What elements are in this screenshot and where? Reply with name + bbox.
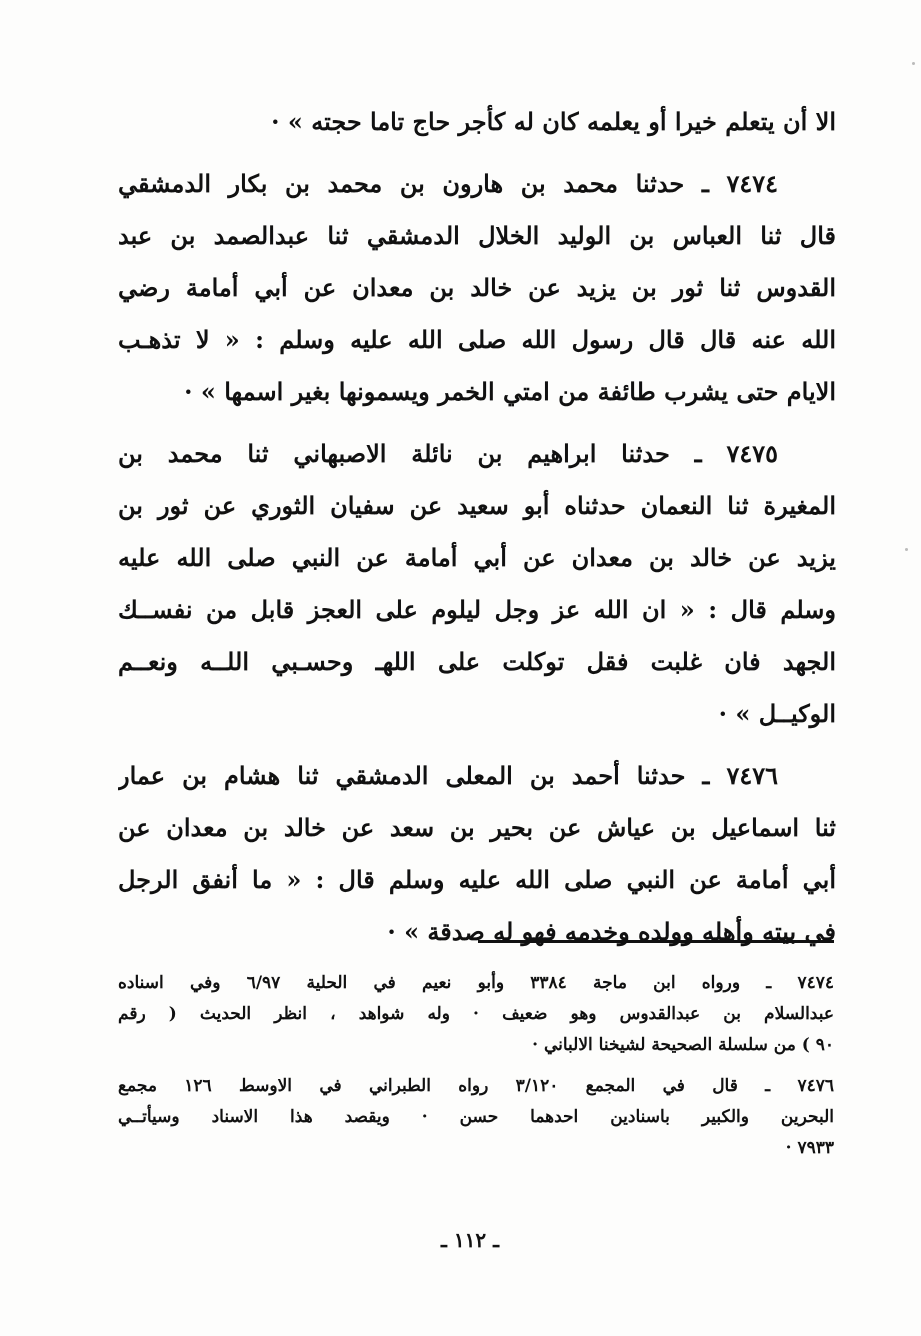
text-line: المغيرة ثنا النعمان حدثناه أبو سعيد عن سفيان الثوري عن ثور بن	[118, 491, 836, 520]
hadith-7474	[118, 158, 836, 418]
page-number: ـ ١١٢ ـ	[441, 1228, 499, 1252]
text-line: وسلم قال : « ان الله عز وجل ليلوم على العجز قابل من نفســك	[118, 595, 836, 624]
scan-speck	[905, 548, 908, 551]
footnote-7476	[118, 1071, 834, 1164]
text-line: في بيته وأهله وولده وخدمه فهو له صدقة » ·	[387, 917, 836, 946]
main-text-body	[118, 96, 836, 958]
hadith-7476	[118, 750, 836, 958]
text-line: قال ثنا العباس بن الوليد الخلال الدمشقي ثنا عبدالصمد بن عبد	[118, 221, 836, 250]
footnote-divider	[478, 940, 834, 943]
footnote-line: ٧٤٧٦ ـ قال في المجمع ٣/١٢٠ رواه الطبراني في الاوسط ١٢٦ مجمع	[118, 1076, 834, 1096]
text-line: الوكيــل » ·	[718, 699, 836, 728]
text-line: الايام حتى يشرب طائفة من امتي الخمر ويسمونها بغير اسمها » ·	[184, 377, 836, 406]
text-line: الله عنه قال قال رسول الله صلى الله عليه وسلم : « لا تذهـب	[118, 325, 836, 354]
scan-speck	[912, 62, 915, 65]
footnote-line: ٧٩٣٣ ·	[785, 1138, 834, 1158]
text-line: أبي أمامة عن النبي صلى الله عليه وسلم قال : « ما أنفق الرجل	[118, 865, 836, 894]
hadith-7475	[118, 428, 836, 740]
text-line: الجهد فان غلبت فقل توكلت على اللهـ وحسـبي اللــه ونعــم	[118, 647, 836, 676]
paragraph-continuation	[118, 96, 836, 148]
footnote-line: ٩٠ ) من سلسلة الصحيحة لشيخنا الالباني ·	[532, 1035, 834, 1055]
text-line: ٧٤٧٤ ـ حدثنا محمد بن هارون بن محمد بن بكار الدمشقي	[118, 169, 778, 198]
footnote-line: عبدالسلام بن عبدالقدوس وهو ضعيف · وله شواهد ، انظر الحديث ( رقم	[118, 1004, 834, 1024]
text-line: الا أن يتعلم خيرا أو يعلمه كان له كأجر حاج تاما حجته » ·	[271, 107, 836, 136]
footnote-7474	[118, 968, 834, 1061]
text-line: يزيد عن خالد بن معدان عن أبي أمامة عن النبي صلى الله عليه	[118, 543, 836, 572]
footnote-line: البحرين والكبير باسنادين احدهما حسن · ويقصد هذا الاسناد وسيأتــي	[118, 1107, 834, 1127]
footnote-line: ٧٤٧٤ ـ ورواه ابن ماجة ٣٣٨٤ وأبو نعيم في الحلية ٦/٩٧ وفي اسناده	[118, 973, 834, 993]
text-line: ثنا اسماعيل بن عياش عن بحير بن سعد عن خالد بن معدان عن	[118, 813, 836, 842]
text-line: القدوس ثنا ثور بن يزيد عن خالد بن معدان عن أبي أمامة رضي	[118, 273, 836, 302]
footnotes	[118, 968, 834, 1164]
text-line: ٧٤٧٦ ـ حدثنا أحمد بن المعلى الدمشقي ثنا هشام بن عمار	[118, 761, 778, 790]
text-line: ٧٤٧٥ ـ حدثنا ابراهيم بن نائلة الاصبهاني ثنا محمد بن	[118, 439, 778, 468]
